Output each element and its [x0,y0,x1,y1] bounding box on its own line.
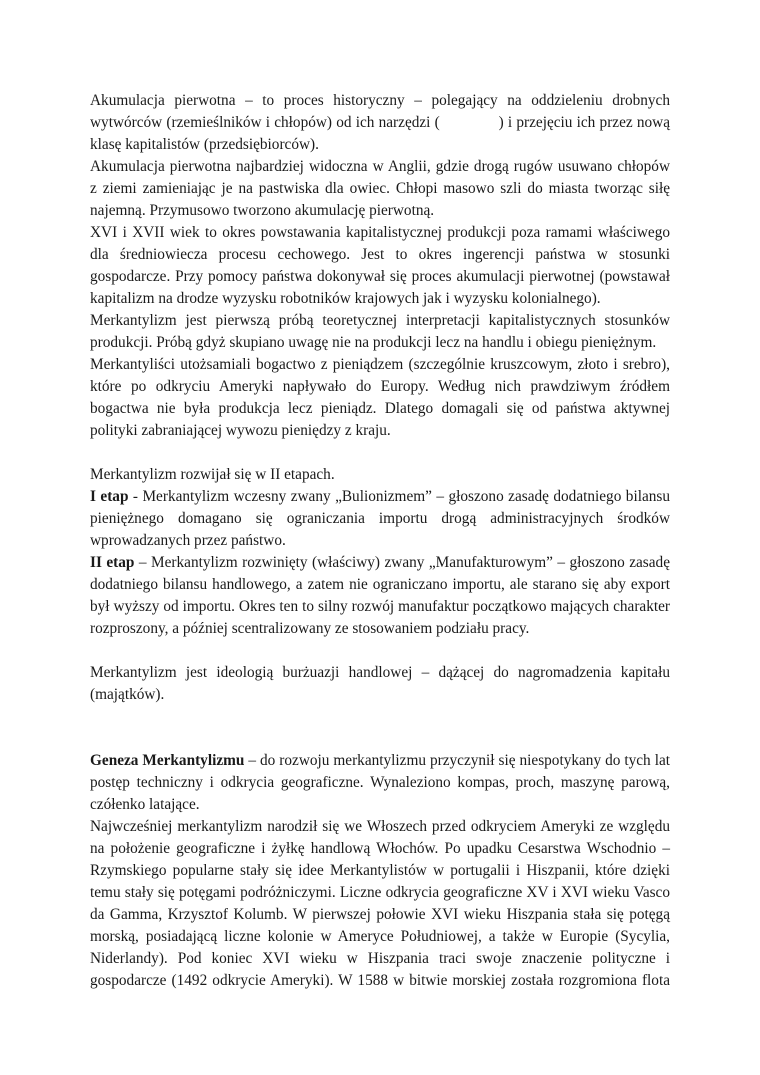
text-line [90,398,670,420]
line-text: był wyższy od importu. Okres ten to silny rozwój manufaktur początkowo mających charakter [90,598,670,615]
line-text: Akumulacja pierwotna – to proces historyczny – polegający na oddzieleniu drobnych [90,92,670,109]
blank-line [90,706,670,728]
line-text: rozproszony, a później scentralizowany ze stosowaniem podziału pracy. [90,620,530,637]
text-line [90,838,670,860]
text-line [90,464,670,486]
line-text: na położenie geograficzne i żyłkę handlową Włochów. Po upadku Cesarstwa Wschodnio – [90,840,670,857]
blank-line [90,442,670,464]
line-text: Merkantyliści utożsamiali bogactwo z pieniądzem (szczególnie kruszcowym, złoto i srebro), [90,356,670,373]
line-text: wytwórców (rzemieślników i chłopów) od ich narzędzi ( ) i przejęciu ich przez nową [90,114,670,131]
text-line [90,90,670,112]
line-text: dla średniowiecza procesu cechowego. Jest to okres ingerencji państwa w stosunki [90,246,670,263]
line-text: klasę kapitalistów (przedsiębiorców). [90,136,319,153]
text-line [90,948,670,970]
text-line [90,200,670,222]
paragraph [90,310,670,354]
line-text: bogactwa nie była produkcja lecz pieniądz. Dlatego domagali się od państwa aktywnej [90,400,670,417]
line-text: temu stały się potęgami podróżniczymi. Liczne odkrycia geograficzne XV i XVI wieku Vasco [90,884,670,901]
text-line [90,552,670,574]
line-text: z ziemi zamieniając je na pastwiska dla owiec. Chłopi masowo szli do miasta tworząc siłę [90,180,670,197]
line-text: Akumulacja pierwotna najbardziej widoczna w Anglii, gdzie drogą rugów usuwano chłopów [90,158,670,175]
text-line [90,134,670,156]
line-text: kapitalizm na drodze wyzysku robotników krajowych jak i wyzysku kolonialnego). [90,290,601,307]
text-line [90,178,670,200]
bold-heading: II etap [90,554,135,571]
text-line [90,288,670,310]
line-text: (majątków). [90,686,165,703]
line-text: produkcji. Próbą gdyż skupiano uwagę nie na produkcji lecz na handlu i obiegu pieniężnym. [90,334,657,351]
line-text: które po odkryciu Ameryki napływało do Europy. Według nich prawdziwym źródłem [90,378,670,395]
text-line [90,904,670,926]
line-text: pieniężnego domagano się ograniczania importu drogą administracyjnych środków [90,510,670,527]
text-line [90,574,670,596]
line-text: czółenko latające. [90,796,200,813]
text-line [90,486,670,508]
line-text: Najwcześniej merkantylizm narodził się we Włoszech przed odkryciem Ameryki ze względu [90,818,670,835]
line-text: Merkantylizm jest pierwszą próbą teoretycznej interpretacji kapitalistycznych stosunków [90,312,670,329]
paragraph [90,816,670,992]
text-line [90,882,670,904]
line-text: morską, posiadającą liczne kolonie w Ameryce Południowej, a także w Europie (Sycylia, [90,928,670,945]
document-page [90,90,670,992]
text-line [90,860,670,882]
text-line [90,508,670,530]
text-line [90,772,670,794]
text-line [90,156,670,178]
text-line [90,684,670,706]
text-line [90,662,670,684]
line-text: dodatniego bilansu handlowego, a zatem nie ograniczano importu, ale starano się aby export [90,576,670,593]
line-text: - Merkantylizm wczesny zwany „Bulionizmem” – głoszono zasadę dodatniego bilansu [128,488,670,505]
text-line [90,244,670,266]
text-line [90,376,670,398]
line-text: wprowadzanych przez państwo. [90,532,286,549]
line-text: gospodarcze. Przy pomocy państwa dokonywał się proces akumulacji pierwotnej (powstawał [90,268,670,285]
line-text: polityki zabraniającej wywozu pieniędzy z kraju. [90,422,391,439]
paragraph [90,90,670,156]
paragraph [90,486,670,552]
text-line [90,530,670,552]
text-line [90,266,670,288]
line-text: Rzymskiego popularne stały się idee Merkantylistów w portugalii i Hiszpanii, które dzięki [90,862,670,879]
line-text: postęp techniczny i odkrycia geograficzne. Wynaleziono kompas, proch, maszynę parową, [90,774,670,791]
text-line [90,618,670,640]
text-line [90,354,670,376]
text-line [90,816,670,838]
paragraph [90,750,670,816]
paragraph [90,222,670,310]
blank-line [90,728,670,750]
text-line [90,310,670,332]
text-line [90,794,670,816]
line-text: – do rozwoju merkantylizmu przyczynił się niespotykany do tych lat [244,752,670,769]
bold-heading: I etap [90,488,129,505]
text-line [90,750,670,772]
text-line [90,970,670,992]
paragraph [90,156,670,222]
text-line [90,420,670,442]
text-line [90,332,670,354]
text-line [90,596,670,618]
line-text: da Gamma, Krzysztof Kolumb. W pierwszej połowie XVI wieku Hiszpania stała się potęgą [90,906,670,923]
line-text: XVI i XVII wiek to okres powstawania kapitalistycznej produkcji poza ramami właściwego [90,224,670,241]
line-text: – Merkantylizm rozwinięty (właściwy) zwany „Manufakturowym” – głoszono zasadę [134,554,670,571]
text-line [90,112,670,134]
line-text: gospodarcze (1492 odkrycie Ameryki). W 1588 w bitwie morskiej została rozgromiona flota [90,972,670,989]
text-line [90,222,670,244]
paragraph [90,464,670,486]
paragraph [90,552,670,640]
line-text: Merkantylizm jest ideologią burżuazji handlowej – dążącej do nagromadzenia kapitału [90,664,670,681]
line-text: Merkantylizm rozwijał się w II etapach. [90,466,335,483]
text-line [90,926,670,948]
line-text: najemną. Przymusowo tworzono akumulację pierwotną. [90,202,435,219]
paragraph [90,662,670,706]
bold-heading: Geneza Merkantylizmu [90,752,245,769]
paragraph [90,354,670,442]
blank-line [90,640,670,662]
line-text: Niderlandy). Pod koniec XVI wieku w Hiszpania traci swoje znaczenie polityczne i [90,950,670,967]
